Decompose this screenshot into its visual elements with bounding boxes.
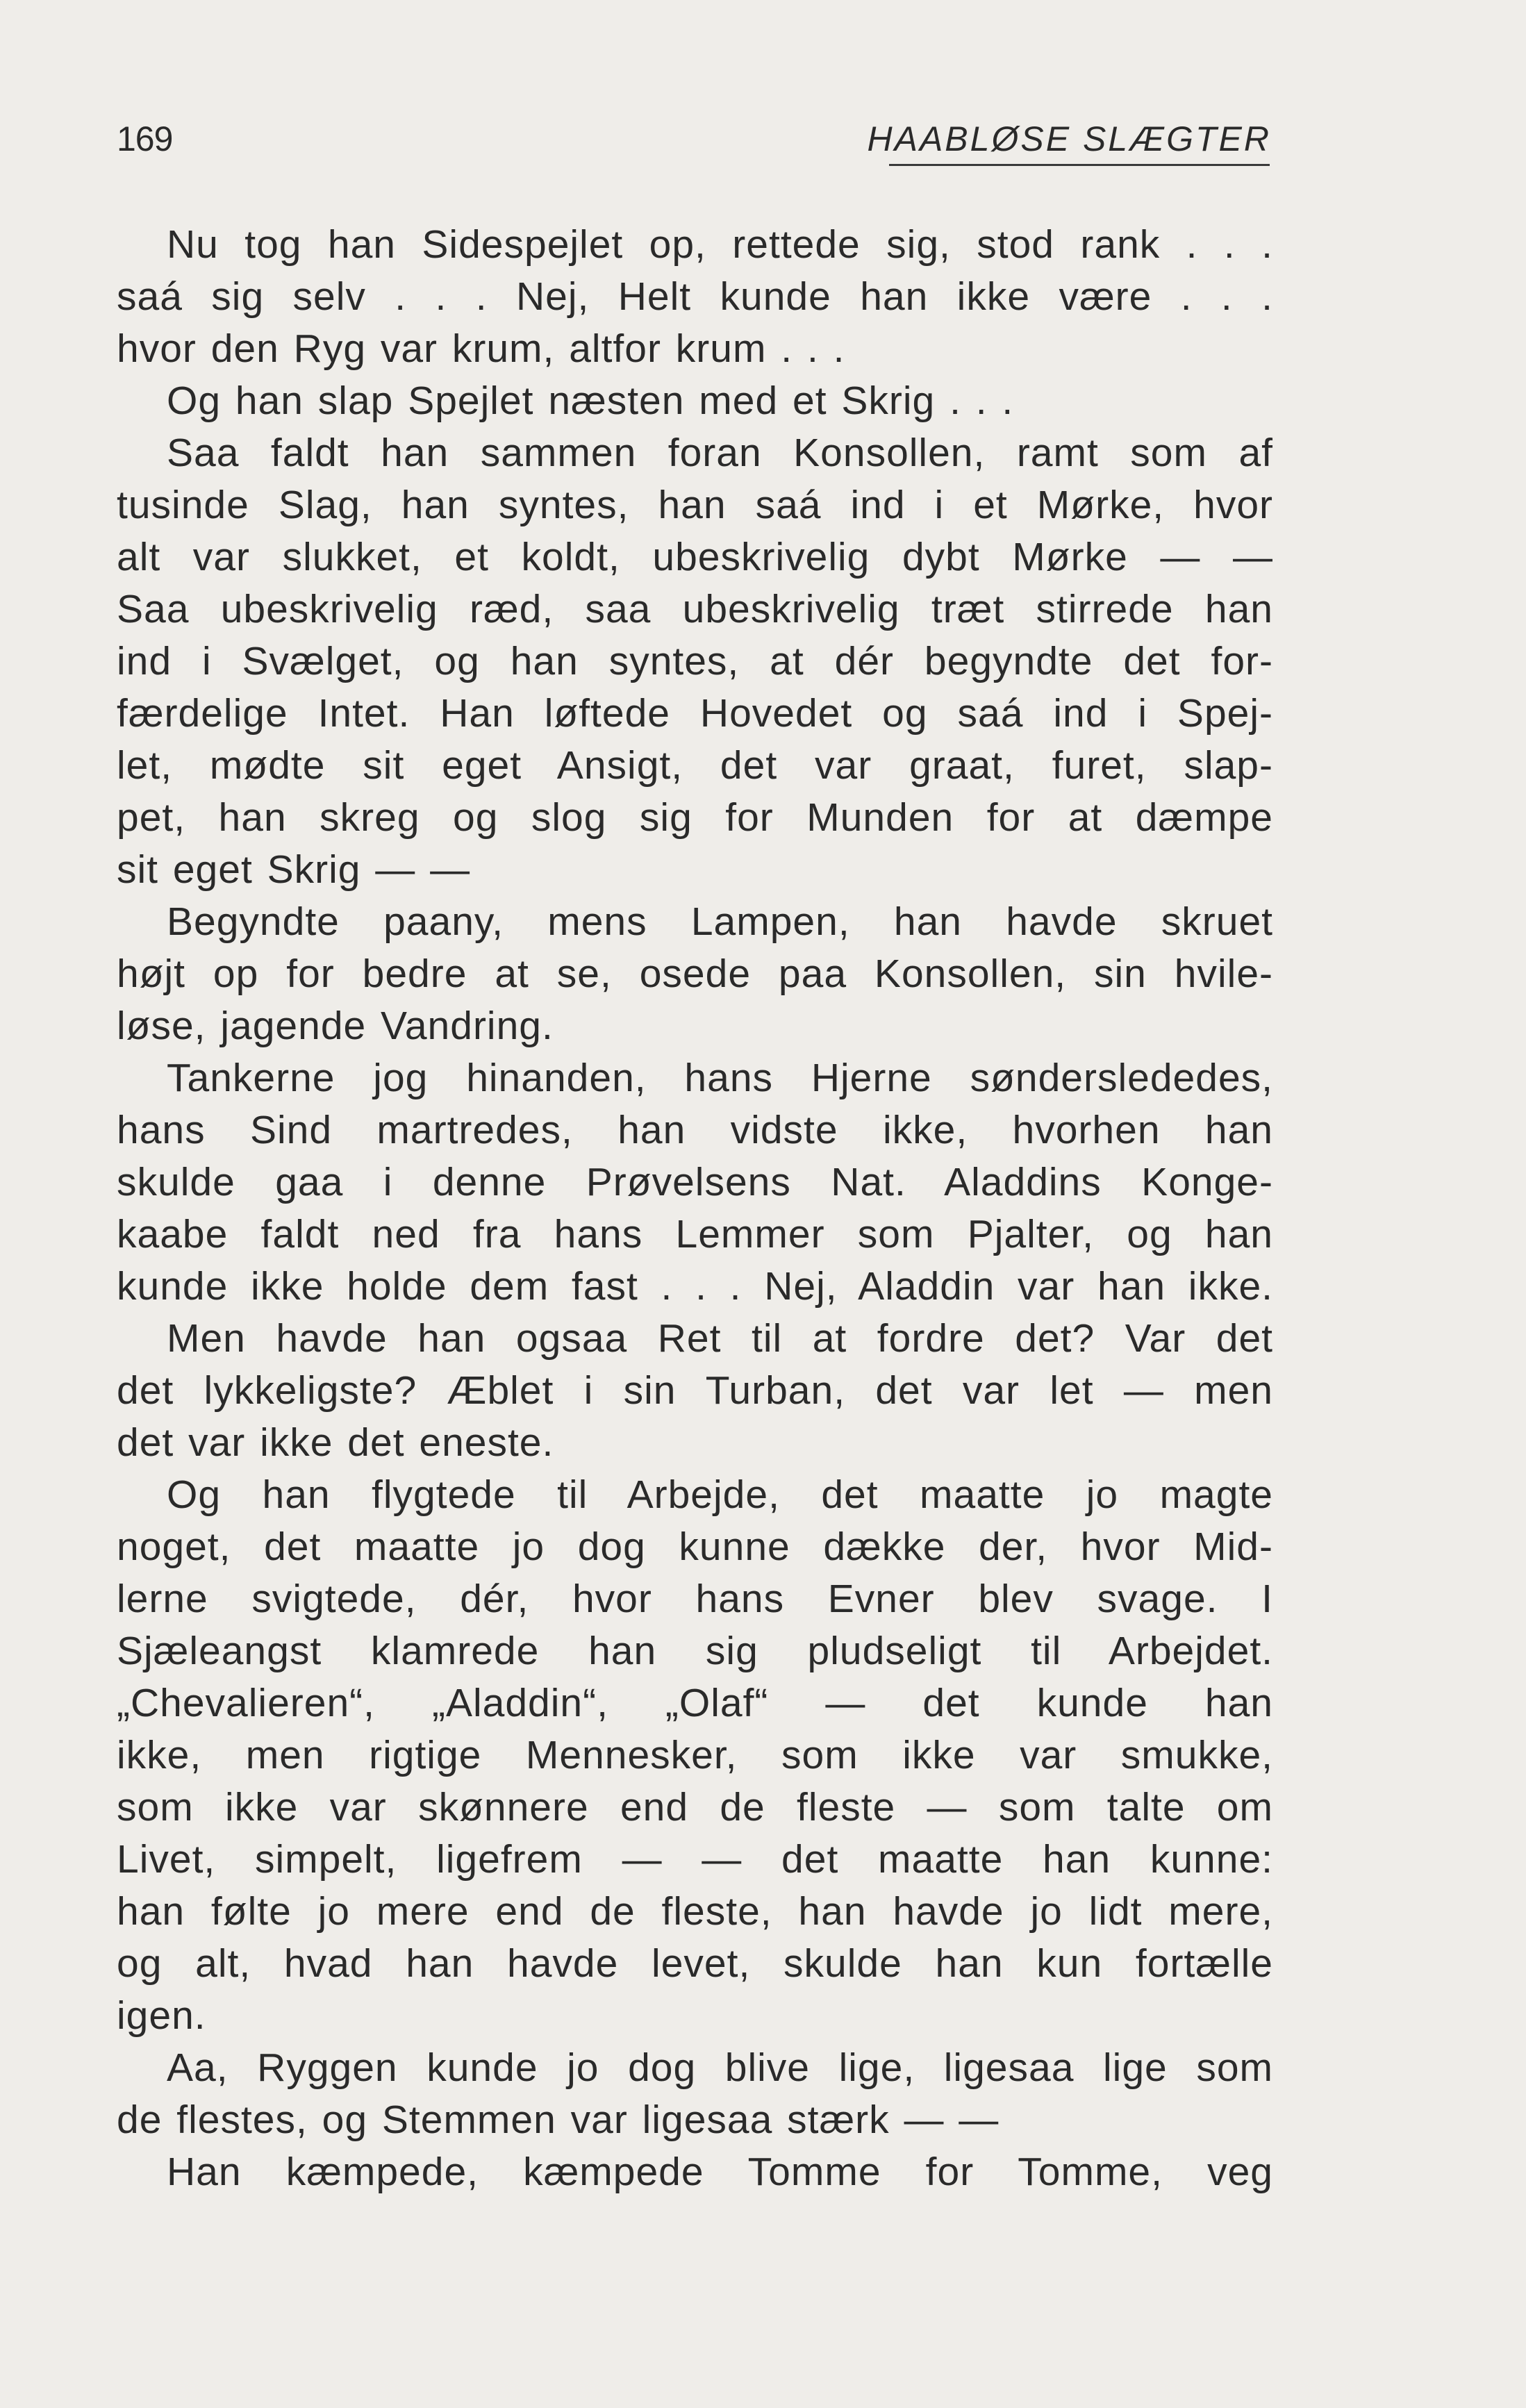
text-line: alt var slukket, et koldt, ubeskrivelig dybt Mørke — — [117, 535, 1273, 579]
text-line: Sjæleangst klamrede han sig pludseligt til Arbejdet. [117, 1629, 1273, 1673]
text-line: Og han slap Spejlet næsten med et Skrig . . . [167, 379, 1014, 423]
body-text [117, 219, 1273, 2198]
text-line: som ikke var skønnere end de fleste — som talte om [117, 1785, 1273, 1829]
text-line: Han kæmpede, kæmpede Tomme for Tomme, veg [167, 2150, 1273, 2194]
page-number: 169 [117, 119, 173, 158]
text-line: ikke, men rigtige Mennesker, som ikke var smukke, [117, 1733, 1273, 1777]
text-line: højt op for bedre at se, osede paa Konsollen, sin hvile- [117, 952, 1273, 996]
text-line: skulde gaa i denne Prøvelsens Nat. Aladdins Konge- [117, 1160, 1273, 1204]
text-line: igen. [117, 1993, 206, 2038]
text-line: og alt, hvad han havde levet, skulde han kun fortælle [117, 1941, 1273, 1986]
text-line: hvor den Ryg var krum, altfor krum . . . [117, 326, 845, 371]
text-line: Nu tog han Sidespejlet op, rettede sig, stod rank . . . [167, 222, 1273, 267]
text-line: saá sig selv . . . Nej, Helt kunde han ikke være . . . [117, 274, 1273, 319]
text-line: „Chevalieren“, „Aladdin“, „Olaf“ — det kunde han [117, 1681, 1273, 1725]
text-line: Og han flygtede til Arbejde, det maatte jo magte [167, 1472, 1273, 1517]
text-line: det var ikke det eneste. [117, 1420, 554, 1465]
text-line: Tankerne jog hinanden, hans Hjerne sønderslededes, [167, 1056, 1273, 1100]
text-line: pet, han skreg og slog sig for Munden for at dæmpe [117, 795, 1273, 840]
text-line: færdelige Intet. Han løftede Hovedet og saá ind i Spej- [117, 691, 1273, 736]
text-line: noget, det maatte jo dog kunne dække der, hvor Mid- [117, 1525, 1273, 1569]
text-line: Saa faldt han sammen foran Konsollen, ramt som af [167, 431, 1273, 475]
text-line: hans Sind martredes, han vidste ikke, hvorhen han [117, 1108, 1273, 1152]
text-line: han følte jo mere end de fleste, han havde jo lidt mere, [117, 1889, 1273, 1934]
text-line: det lykkeligste? Æblet i sin Turban, det var let — men [117, 1368, 1273, 1413]
text-line: Saa ubeskrivelig ræd, saa ubeskrivelig træt stirrede han [117, 587, 1273, 631]
text-line: lerne svigtede, dér, hvor hans Evner blev svage. I [117, 1577, 1273, 1621]
text-line: Livet, simpelt, ligefrem — — det maatte han kunne: [117, 1837, 1273, 1882]
text-line: kunde ikke holde dem fast . . . Nej, Aladdin var han ikke. [117, 1264, 1273, 1309]
text-line: kaabe faldt ned fra hans Lemmer som Pjalter, og han [117, 1212, 1273, 1256]
text-line: Begyndte paany, mens Lampen, han havde skruet [167, 899, 1273, 944]
page-header [117, 118, 1271, 167]
text-line: tusinde Slag, han syntes, han saá ind i et Mørke, hvor [117, 483, 1273, 527]
text-line: de flestes, og Stemmen var ligesaa stærk — — [117, 2098, 1000, 2142]
header-rule [889, 164, 1270, 166]
text-line: let, mødte sit eget Ansigt, det var graat, furet, slap- [117, 743, 1273, 788]
running-title: HAABLØSE SLÆGTER [867, 119, 1271, 158]
text-line: løse, jagende Vandring. [117, 1004, 554, 1048]
text-line: Aa, Ryggen kunde jo dog blive lige, ligesaa lige som [167, 2045, 1273, 2090]
text-line: Men havde han ogsaa Ret til at fordre det? Var det [167, 1316, 1273, 1361]
text-line: sit eget Skrig — — [117, 847, 471, 892]
text-line: ind i Svælget, og han syntes, at dér begyndte det for- [117, 639, 1273, 683]
